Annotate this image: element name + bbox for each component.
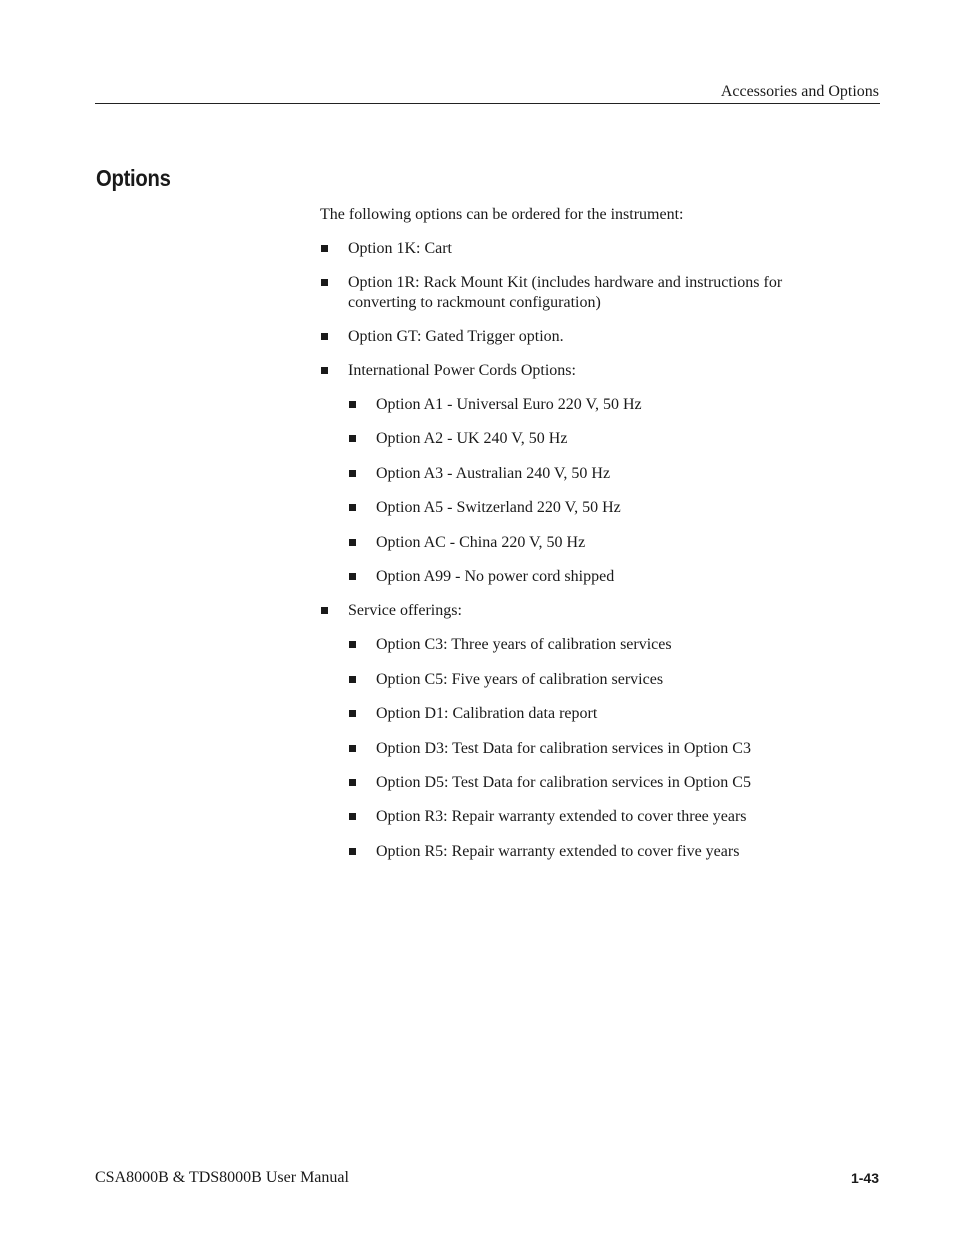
section-title: Options xyxy=(96,165,171,191)
list-item-text: Option GT: Gated Trigger option. xyxy=(348,328,564,345)
sublist-item-text: Option AC - China 220 V, 50 Hz xyxy=(376,533,586,551)
sublist-item-text: Option D3: Test Data for calibration services in Option C3 xyxy=(376,739,751,757)
sublist-item xyxy=(348,395,840,415)
sublist-item-text: Option D1: Calibration data report xyxy=(376,705,598,723)
sublist-item-text: Option R3: Repair warranty extended to cover three years xyxy=(376,808,747,826)
sublist-item xyxy=(348,464,840,484)
sublist-item xyxy=(348,773,840,793)
sublist-item xyxy=(348,704,840,724)
sublist-item xyxy=(348,567,840,587)
sublist-item xyxy=(348,807,840,827)
list-item-power-cords xyxy=(320,361,840,587)
square-bullet-icon xyxy=(349,710,356,717)
square-bullet-icon xyxy=(349,779,356,786)
square-bullet-icon xyxy=(349,504,356,511)
square-bullet-icon xyxy=(349,435,356,442)
sublist-item xyxy=(348,498,840,518)
list-item-text: International Power Cords Options: xyxy=(348,362,576,379)
square-bullet-icon xyxy=(349,401,356,408)
sublist-item-text: Option C5: Five years of calibration services xyxy=(376,670,664,688)
intro-paragraph: The following options can be ordered for the instrument: xyxy=(320,206,684,223)
sublist-item-text: Option A3 - Australian 240 V, 50 Hz xyxy=(376,464,611,482)
power-cord-sublist xyxy=(348,395,840,587)
list-item-service-offerings xyxy=(320,601,840,861)
square-bullet-icon xyxy=(349,813,356,820)
sublist-item-text: Option D5: Test Data for calibration services in Option C5 xyxy=(376,773,751,791)
options-body xyxy=(320,205,840,876)
sublist-item-text: Option C3: Three years of calibration services xyxy=(376,636,672,654)
square-bullet-icon xyxy=(321,279,328,286)
square-bullet-icon xyxy=(321,607,328,614)
square-bullet-icon xyxy=(349,573,356,580)
sublist-item xyxy=(348,429,840,449)
header-rule xyxy=(95,103,880,104)
list-item-text: Service offerings: xyxy=(348,602,462,620)
square-bullet-icon xyxy=(349,676,356,683)
sublist-item xyxy=(348,533,840,553)
sublist-item-text: Option A1 - Universal Euro 220 V, 50 Hz xyxy=(376,396,642,413)
square-bullet-icon xyxy=(349,848,356,855)
sublist-item xyxy=(348,739,840,759)
service-sublist xyxy=(348,635,840,861)
running-header: Accessories and Options xyxy=(720,83,879,100)
sublist-item-text: Option A5 - Switzerland 220 V, 50 Hz xyxy=(376,499,621,517)
sublist-item xyxy=(348,635,840,655)
list-item xyxy=(320,273,840,313)
list-item xyxy=(320,239,840,259)
sublist-item xyxy=(348,670,840,690)
square-bullet-icon xyxy=(349,745,356,752)
square-bullet-icon xyxy=(321,245,328,252)
sublist-item xyxy=(348,842,840,862)
square-bullet-icon xyxy=(321,333,328,340)
list-item xyxy=(320,327,840,347)
square-bullet-icon xyxy=(349,470,356,477)
square-bullet-icon xyxy=(321,367,328,374)
list-item-text: Option 1K: Cart xyxy=(348,240,452,257)
options-list xyxy=(320,239,840,862)
square-bullet-icon xyxy=(349,539,356,546)
square-bullet-icon xyxy=(349,641,356,648)
footer-page-number: 1-43 xyxy=(850,1170,879,1186)
footer-manual-title: CSA8000B & TDS8000B User Manual xyxy=(95,1169,349,1186)
sublist-item-text: Option R5: Repair warranty extended to cover five years xyxy=(376,842,740,860)
sublist-item-text: Option A99 - No power cord shipped xyxy=(376,567,615,585)
list-item-text: Option 1R: Rack Mount Kit (includes hardware and instructions for converting to rackmount configuration) xyxy=(348,274,783,311)
sublist-item-text: Option A2 - UK 240 V, 50 Hz xyxy=(376,430,568,448)
